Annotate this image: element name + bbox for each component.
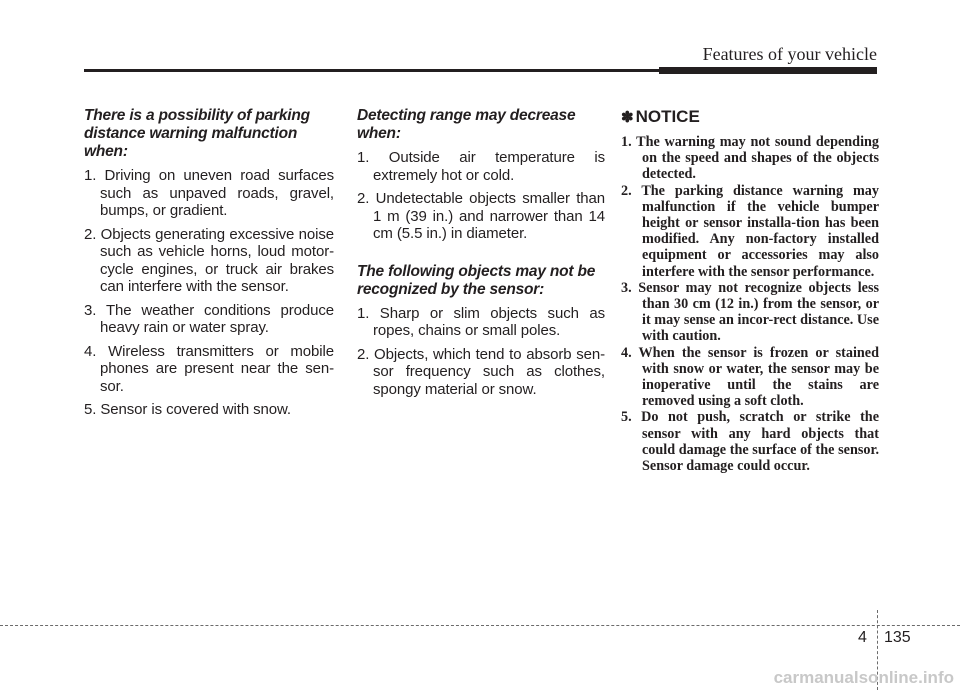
notice-item: 2. The parking distance warning may malfunction if the vehicle bumper height or sensor installa-tion has been modified. Any non-factory installed equipment or accessories may also interfere with the sensor performance.	[621, 182, 879, 280]
column-detection	[357, 107, 605, 404]
watermark: carmanualsonline.info	[773, 668, 954, 687]
notice-item: 3. Sensor may not recognize objects less than 30 cm (12 in.) from the sensor, or it may sense an incor-rect distance. Use with caution.	[621, 279, 879, 345]
page-number: 135	[884, 629, 911, 646]
list-item: 4. Wireless transmitters or mobile phones are present near the sen-sor.	[84, 342, 334, 395]
header-rule-accent	[659, 67, 877, 74]
page-header-title: Features of your vehicle	[702, 44, 877, 64]
notice-item: 4. When the sensor is frozen or stained with snow or water, the sensor may be inoperative until the stains are removed using a soft cloth.	[621, 344, 879, 410]
unrecognized-objects-heading: The following objects may not be recognized by the sensor:	[357, 262, 596, 298]
malfunction-heading: There is a possibility of parking distance warning malfunction when:	[84, 107, 310, 160]
list-item: 5. Sensor is covered with snow.	[84, 401, 292, 418]
chapter-number: 4	[858, 629, 867, 646]
notice-title	[621, 107, 879, 128]
list-item: 1. Outside air temperature is extremely hot or cold.	[357, 149, 605, 184]
notice-asterisk-icon: ✽	[621, 109, 634, 126]
list-item: 2. Objects generating excessive noise such as vehicle horns, loud motor-cycle engines, or truck air brakes can interfere with the sensor.	[84, 225, 334, 295]
unrecognized-objects-list	[357, 305, 605, 399]
footer-rule	[0, 625, 960, 626]
detecting-range-heading: Detecting range may decrease when:	[357, 107, 576, 142]
notice-item: 5. Do not push, scratch or strike the sensor with any hard objects that could damage the surface of the sensor. Sensor damage could occur.	[621, 409, 879, 475]
list-item: 2. Undetectable objects smaller than 1 m (39 in.) and narrower than 14 cm (5.5 in.) in diameter.	[357, 190, 605, 242]
notice-title-text: NOTICE	[635, 107, 700, 126]
notice-item: 1. The warning may not sound depending on the speed and shapes of the objects detected.	[621, 134, 879, 183]
column-malfunction	[84, 107, 334, 425]
detecting-range-list	[357, 149, 605, 243]
list-item: 3. The weather conditions produce heavy rain or water spray.	[84, 301, 334, 336]
list-item: 1. Driving on uneven road surfaces such as unpaved roads, gravel, bumps, or gradient.	[84, 167, 334, 219]
notice-box	[621, 107, 879, 474]
list-item: 2. Objects, which tend to absorb sen-sor frequency such as clothes, spongy material or snow.	[357, 345, 605, 398]
notice-list	[621, 134, 879, 474]
list-item: 1. Sharp or slim objects such as ropes, chains or small poles.	[357, 304, 605, 339]
malfunction-list	[84, 167, 334, 419]
